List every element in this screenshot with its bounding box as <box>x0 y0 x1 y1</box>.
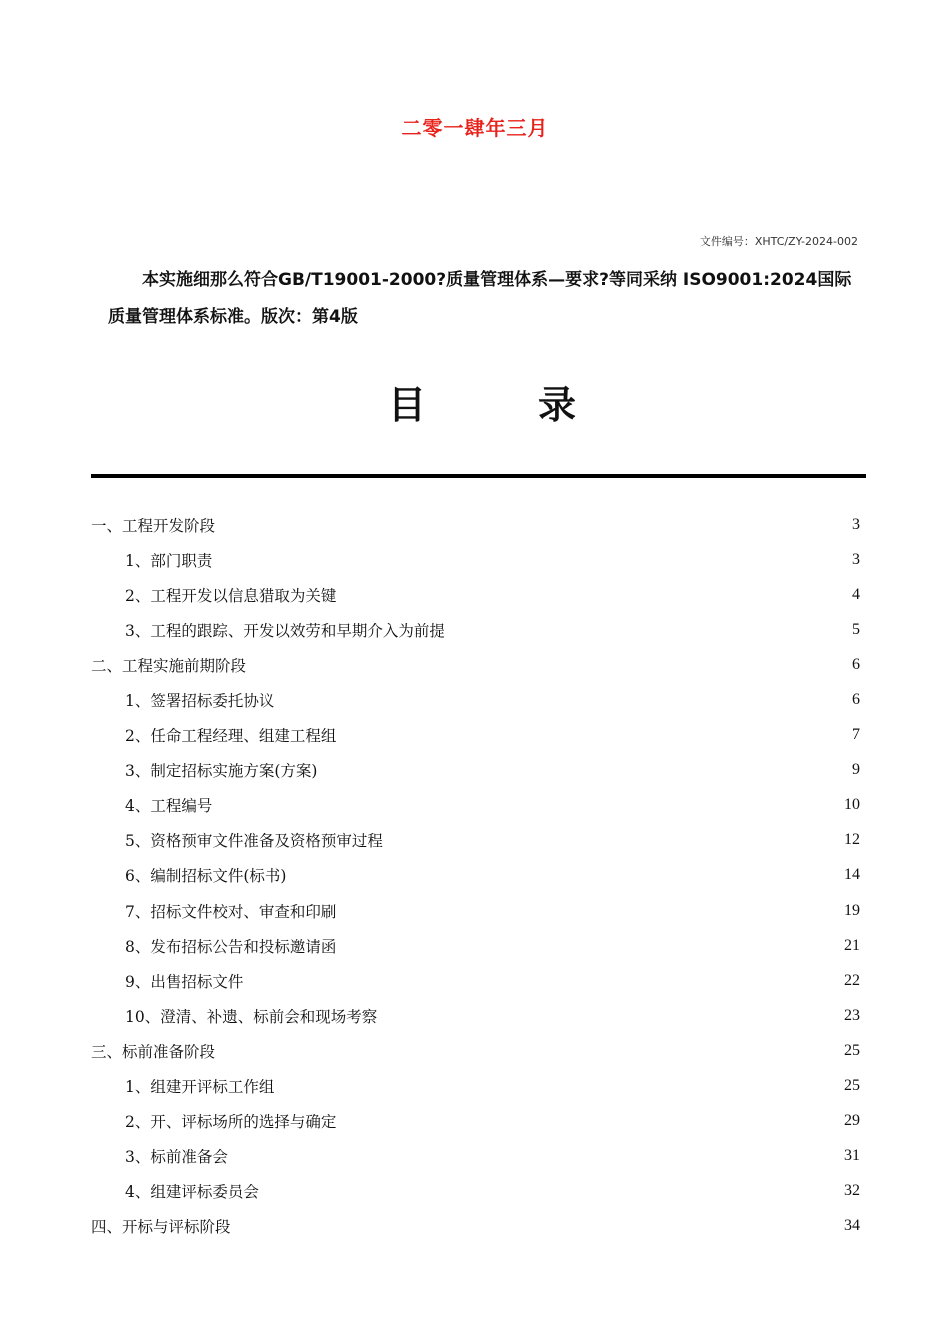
toc-subsection-entry[interactable] <box>91 1174 860 1209</box>
toc-entry-page-number: 21 <box>844 936 860 954</box>
toc-subsection-entry[interactable] <box>91 788 860 823</box>
toc-subsection-entry[interactable] <box>91 1139 860 1174</box>
document-number: 文件编号：XHTC/ZY-2024-002 <box>699 235 858 248</box>
toc-entry-page-number: 22 <box>844 971 860 989</box>
toc-entry-page-number: 23 <box>844 1006 860 1024</box>
date-title: 二零一肆年三月 <box>401 116 549 140</box>
toc-entry-page-number: 9 <box>852 761 860 779</box>
toc-entry-page-number: 34 <box>844 1217 860 1235</box>
toc-entry-page-number: 14 <box>844 866 860 884</box>
toc-entry-label: 2、开、评标场所的选择与确定 <box>125 1113 337 1132</box>
toc-entry-label: 2、工程开发以信息猎取为关键 <box>125 586 337 605</box>
toc-entry-page-number: 19 <box>844 901 860 919</box>
toc-section-entry[interactable] <box>91 507 860 542</box>
toc-entry-label: 10、澄清、补遗、标前会和现场考察 <box>125 1007 378 1026</box>
toc-entry-label: 3、标前准备会 <box>125 1148 228 1167</box>
toc-entry-label: 二、工程实施前期阶段 <box>91 656 247 675</box>
toc-entry-label: 4、组建评标委员会 <box>125 1183 259 1202</box>
toc-subsection-entry[interactable] <box>91 753 860 788</box>
toc-subsection-entry[interactable] <box>91 1104 860 1139</box>
toc-list <box>91 507 860 1244</box>
toc-entry-page-number: 3 <box>852 550 860 568</box>
toc-entry-page-number: 3 <box>852 515 860 533</box>
intro-paragraph: 本实施细那么符合GB/T19001-2000?质量管理体系—要求?等同采纳 ISO9001:2024国际质量管理体系标准。版次：第4版 <box>108 270 852 327</box>
toc-subsection-entry[interactable] <box>91 1069 860 1104</box>
toc-heading-char-1: 目 <box>388 383 427 427</box>
toc-subsection-entry[interactable] <box>91 928 860 963</box>
toc-entry-label: 4、工程编号 <box>125 797 213 816</box>
toc-entry-page-number: 5 <box>852 620 860 638</box>
toc-entry-page-number: 32 <box>844 1182 860 1200</box>
toc-entry-label: 1、部门职责 <box>125 551 213 570</box>
toc-entry-page-number: 6 <box>852 691 860 709</box>
toc-subsection-entry[interactable] <box>91 577 860 612</box>
toc-section-entry[interactable] <box>91 1209 860 1244</box>
toc-heading <box>0 374 950 430</box>
toc-subsection-entry[interactable] <box>91 893 860 928</box>
toc-entry-page-number: 25 <box>844 1041 860 1059</box>
toc-entry-label: 7、招标文件校对、审查和印刷 <box>125 902 337 921</box>
toc-entry-label: 三、标前准备阶段 <box>91 1042 216 1061</box>
toc-subsection-entry[interactable] <box>91 612 860 647</box>
toc-entry-page-number: 29 <box>844 1112 860 1130</box>
toc-subsection-entry[interactable] <box>91 542 860 577</box>
toc-entry-page-number: 10 <box>844 796 860 814</box>
toc-entry-label: 四、开标与评标阶段 <box>91 1218 231 1237</box>
toc-entry-page-number: 4 <box>852 585 860 603</box>
toc-entry-page-number: 7 <box>852 726 860 744</box>
toc-heading-char-2: 录 <box>538 383 577 427</box>
toc-entry-label: 一、工程开发阶段 <box>91 516 216 535</box>
toc-subsection-entry[interactable] <box>91 682 860 717</box>
toc-entry-label: 8、发布招标公告和投标邀请函 <box>125 937 337 956</box>
toc-entry-page-number: 25 <box>844 1077 860 1095</box>
toc-entry-page-number: 12 <box>844 831 860 849</box>
toc-subsection-entry[interactable] <box>91 718 860 753</box>
toc-entry-label: 9、出售招标文件 <box>125 972 244 991</box>
toc-entry-label: 3、工程的跟踪、开发以效劳和早期介入为前提 <box>125 621 445 640</box>
toc-section-entry[interactable] <box>91 647 860 682</box>
toc-subsection-entry[interactable] <box>91 963 860 998</box>
toc-subsection-entry[interactable] <box>91 823 860 858</box>
toc-subsection-entry[interactable] <box>91 858 860 893</box>
toc-section-entry[interactable] <box>91 1033 860 1068</box>
toc-subsection-entry[interactable] <box>91 998 860 1033</box>
toc-entry-page-number: 6 <box>852 655 860 673</box>
toc-entry-label: 2、任命工程经理、组建工程组 <box>125 727 337 746</box>
toc-entry-page-number: 31 <box>844 1147 860 1165</box>
toc-entry-label: 3、制定招标实施方案(方案) <box>125 762 318 781</box>
toc-entry-label: 1、组建开评标工作组 <box>125 1078 275 1097</box>
toc-entry-label: 6、编制招标文件(标书) <box>125 867 287 886</box>
toc-divider <box>91 474 866 478</box>
toc-entry-label: 5、资格预审文件准备及资格预审过程 <box>125 832 383 851</box>
toc-entry-label: 1、签署招标委托协议 <box>125 692 275 711</box>
